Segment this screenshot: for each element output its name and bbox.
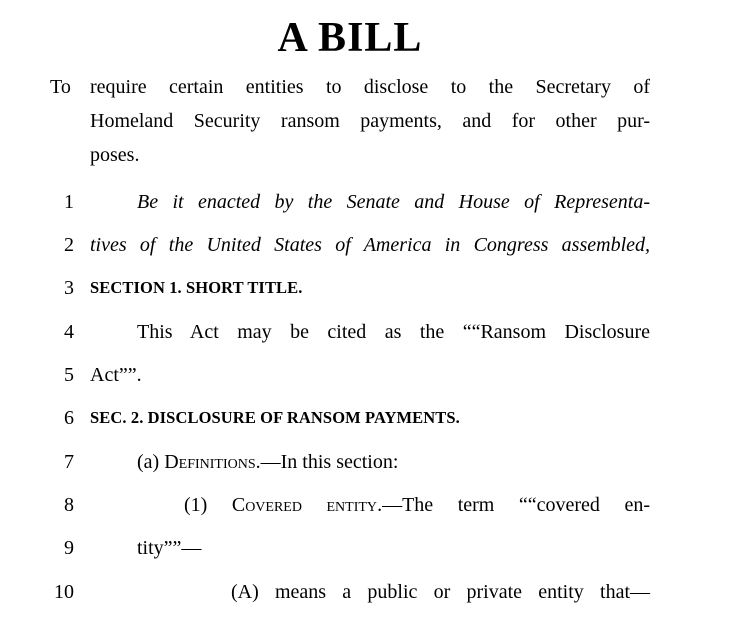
bill-line-9	[0, 533, 740, 563]
bill-line-5	[0, 360, 740, 390]
paragraph-heading: Covered entity	[231, 494, 378, 516]
bill-line-7	[0, 447, 740, 477]
line-number: 3	[64, 277, 74, 299]
purpose-to: To	[50, 76, 71, 98]
line-number: 1	[64, 191, 74, 213]
section-2-heading: SEC. 2. DISCLOSURE OF RANSOM PAYMENTS.	[90, 408, 460, 427]
purpose-line-1: require certain entities to disclose to the Secretary of	[90, 76, 650, 98]
short-title-text-part-1: This Act may be cited as the ““Ransom Disclosure	[137, 321, 650, 343]
enacting-clause-part-1: Be it enacted by the Senate and House of Representa-	[137, 191, 650, 213]
purpose-line-2: Homeland Security ransom payments, and for other pur-	[90, 110, 650, 132]
subsection-a	[137, 447, 398, 477]
bill-line-8	[0, 490, 740, 520]
subsection-heading: Definitions	[164, 451, 256, 473]
paragraph-label: (1)	[184, 494, 232, 516]
paragraph-text: .—The term ““covered en-	[377, 494, 651, 516]
bill-line-2	[0, 230, 740, 260]
line-number: 9	[64, 537, 74, 559]
paragraph-1	[184, 490, 650, 520]
purpose-line-3: poses.	[90, 144, 140, 166]
line-number: 7	[64, 451, 74, 473]
bill-line-6	[0, 403, 740, 433]
paragraph-1-continued: tity””—	[137, 537, 202, 559]
line-number: 10	[54, 581, 74, 603]
bill-line-4	[0, 317, 740, 347]
short-title-text-part-2: Act””.	[90, 364, 142, 386]
line-number: 8	[64, 494, 74, 516]
line-number: 6	[64, 407, 74, 429]
subparagraph-a: (A) means a public or private entity that—	[231, 581, 650, 603]
section-1-heading: SECTION 1. SHORT TITLE.	[90, 278, 303, 297]
line-number: 5	[64, 364, 74, 386]
subsection-label: (a)	[137, 451, 165, 473]
subsection-text: .—In this section:	[255, 451, 399, 473]
bill-title: A BILL	[277, 15, 423, 61]
enacting-clause-part-2: tives of the United States of America in Congress assembled,	[90, 234, 650, 256]
line-number: 4	[64, 321, 74, 343]
bill-line-3	[0, 273, 740, 303]
line-number: 2	[64, 234, 74, 256]
bill-line-1	[0, 187, 740, 217]
bill-line-10	[0, 577, 740, 607]
